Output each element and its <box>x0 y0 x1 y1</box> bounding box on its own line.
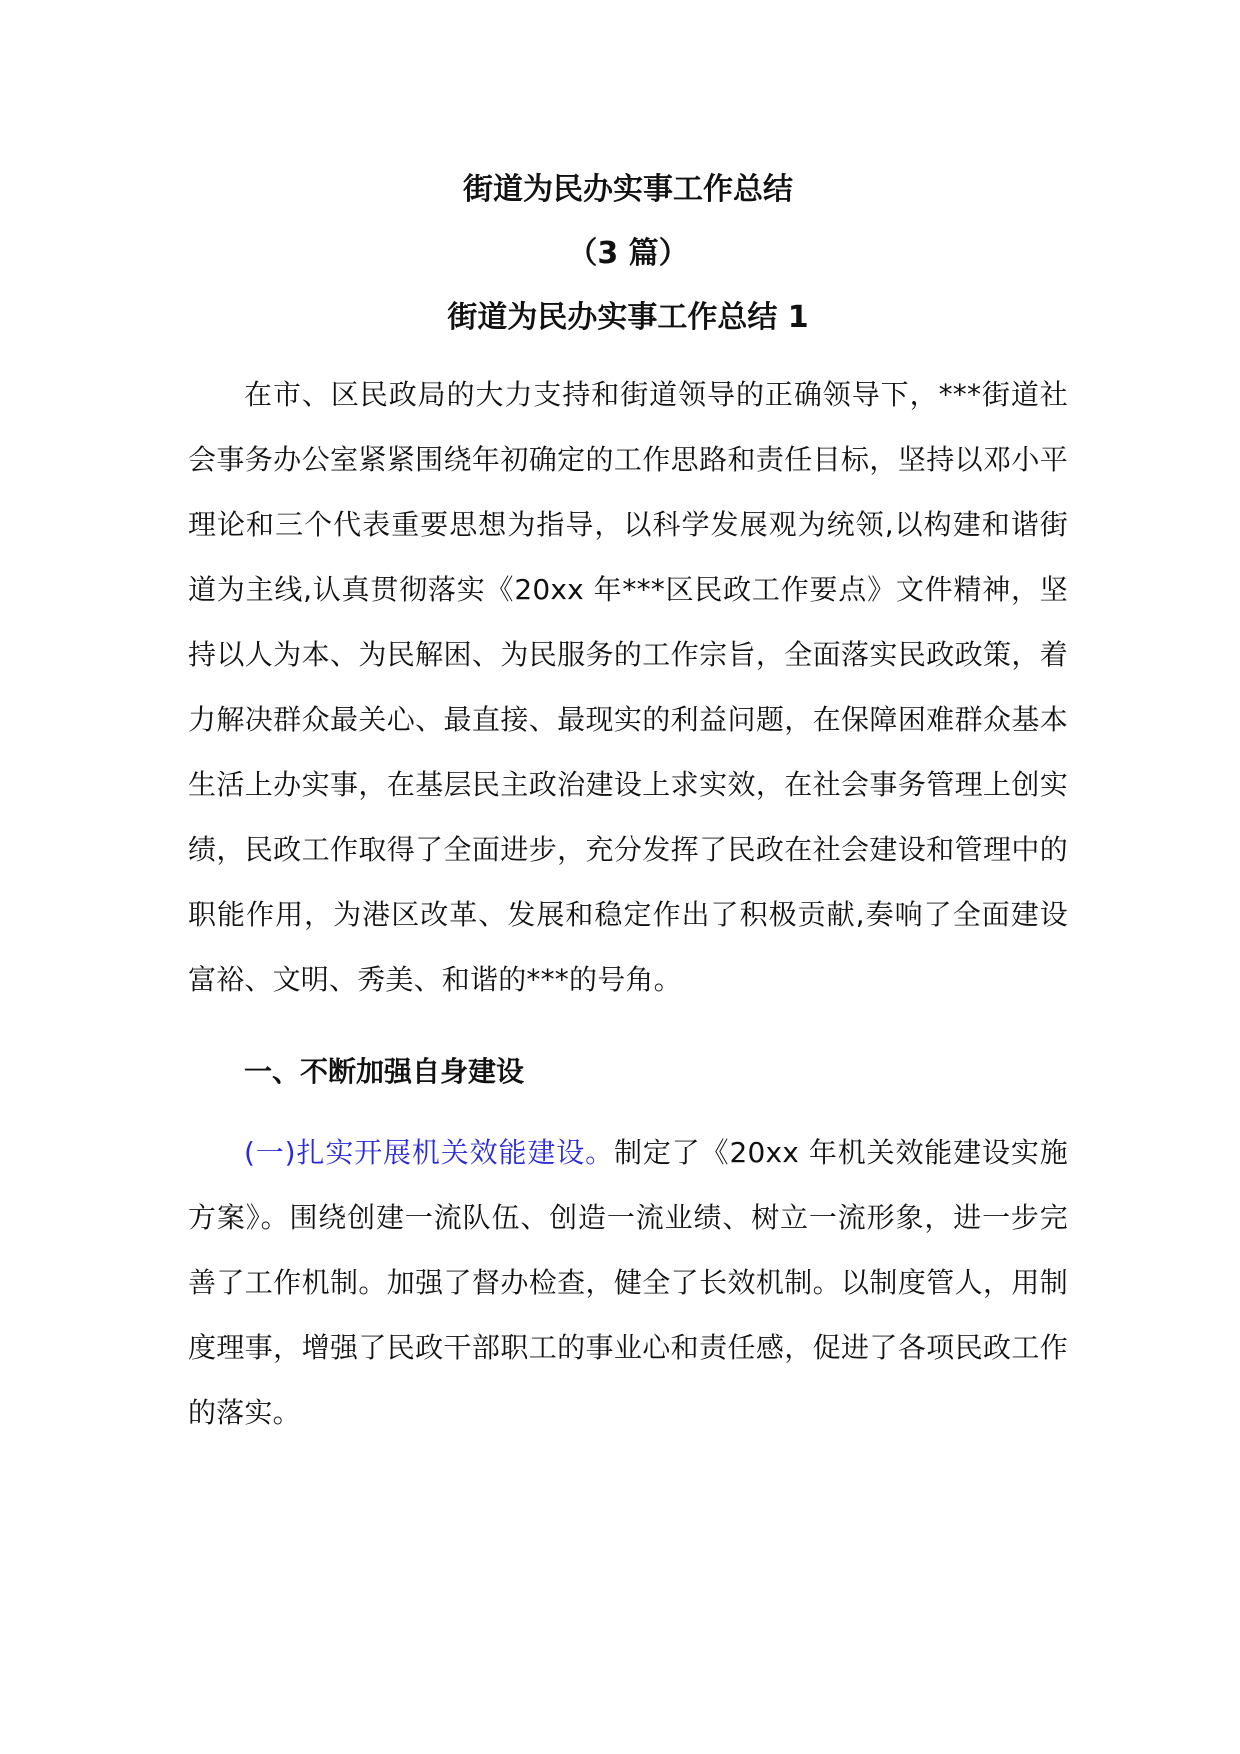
heading-1: 一、不断加强自身建设 <box>244 1055 525 1088</box>
document-title: 街道为民办实事工作总结 <box>463 172 793 207</box>
subsection-body: 制定了《20xx 年机关效能建设实施方案》。围绕创建一流队伍、创造一流业绩、树立一流形象，进一步完善了工作机制。加强了督办检查，健全了长效机制。以制度管人，用制度理事，增强了民政干部职工的事业心和责任感，促进了各项民政工作的落实。 <box>188 1136 1068 1429</box>
intro-paragraph: 在市、区民政局的大力支持和街道领导的正确领导下，***街道社会事务办公室紧紧围绕年初确定的工作思路和责任目标，坚持以邓小平理论和三个代表重要思想为指导，以科学发展观为统领,以构建和谐街道为主线,认真贯彻落实《20xx 年***区民政工作要点》文件精神，坚持以人为本、为民解困、为民服务的工作宗旨，全面落实民政政策，着力解决群众最关心、最直接、最现实的利益问题，在保障困难群众基本生活上办实事，在基层民主政治建设上求实效，在社会事务管理上创实绩，民政工作取得了全面进步，充分发挥了民政在社会建设和管理中的职能作用，为港区改革、发展和稳定作出了积极贡献,奏响了全面建设富裕、文明、秀美、和谐的***的号角。 <box>188 378 1068 996</box>
document-subtitle: （3 篇） <box>567 236 689 271</box>
document-page <box>188 172 1068 1445</box>
subsection-paragraph <box>188 1120 1068 1445</box>
section-title: 街道为民办实事工作总结 1 <box>447 300 809 335</box>
subheading-link[interactable]: (一)扎实开展机关效能建设。 <box>244 1136 615 1169</box>
